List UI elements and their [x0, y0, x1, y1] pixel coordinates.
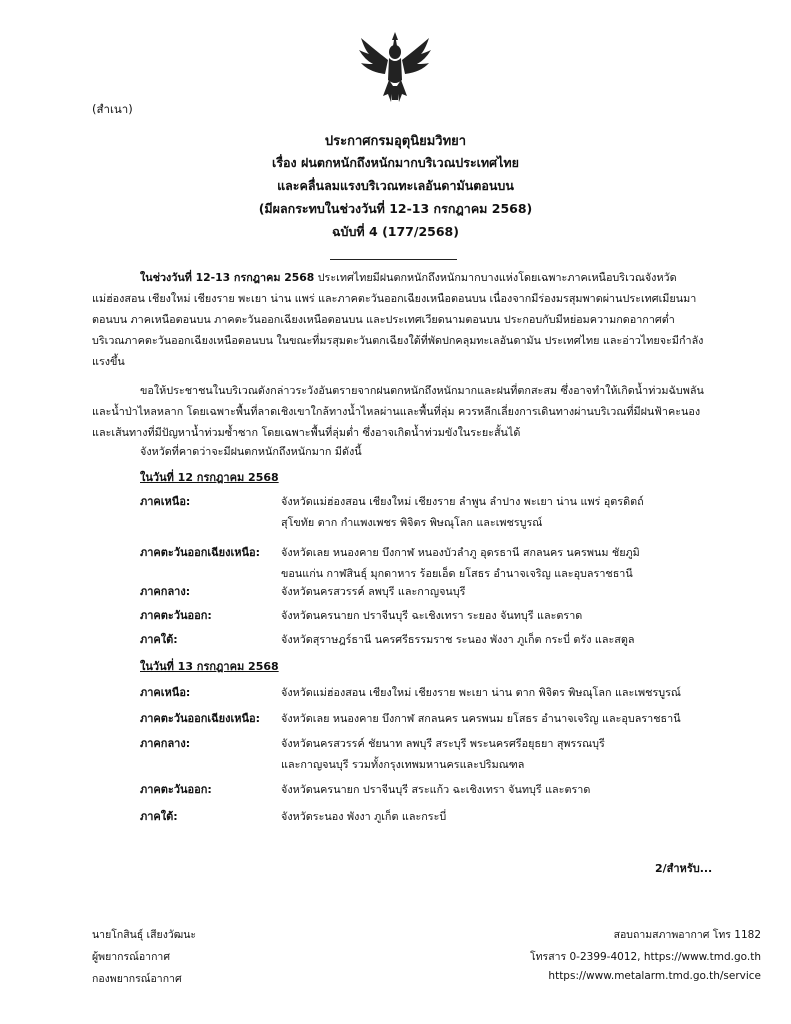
- period-highlight: ในช่วงวันที่ 12-13 กรกฎาคม 2568: [140, 271, 315, 284]
- region-label: ภาคตะวันออกเฉียงเหนือ:: [140, 546, 261, 559]
- issue-number: ฉบับที่ 4 (177/2568): [332, 224, 459, 239]
- document-title: ประกาศกรมอุตุนิยมวิทยา: [324, 134, 467, 149]
- province-list: จังหวัดเลย หนองคาย บึงกาฬ หนองบัวลำภู อุดรธานี สกลนคร นครพนม ชัยภูมิ ขอนแก่น กาฬสินธุ์ มุกดาหาร ร้อยเอ็ด ยโสธร อำนาจเจริญ และอุบลราชธานี: [281, 546, 640, 580]
- service-link[interactable]: https://www.metalarm.tmd.go.th/service: [548, 970, 761, 982]
- region-label: ภาคเหนือ:: [140, 686, 191, 699]
- subject-line-1: เรื่อง ฝนตกหนักถึงหนักมากบริเวณประเทศไทย: [272, 155, 519, 170]
- province-list: จังหวัดนครนายก ปราจีนบุรี สระแก้ว ฉะเชิงเทรา จันทบุรี และตราด: [281, 783, 591, 796]
- province-list: จังหวัดแม่ฮ่องสอน เชียงใหม่ เชียงราย ลำพูน ลำปาง พะเยา น่าน แพร่ อุตรดิตถ์ สุโขทัย ตาก กำแพงเพชร พิจิตร พิษณุโลก และเพชรบูรณ์: [281, 495, 644, 529]
- title-divider: [330, 259, 457, 260]
- region-label: ภาคตะวันออก:: [140, 783, 212, 796]
- garuda-emblem: [355, 30, 435, 105]
- paragraph-line: แม่ฮ่องสอน เชียงใหม่ เชียงราย พะเยา น่าน แพร่ และภาคตะวันออกเฉียงเหนือตอนบน เนื่องจากมีร่องมรสุมพาดผ่านประเทศเมียนมา: [92, 292, 697, 305]
- paragraph-intro: [92, 441, 720, 462]
- region-label: ภาคเหนือ:: [140, 495, 191, 508]
- paragraph-line: และน้ำป่าไหลหลาก โดยเฉพาะพื้นที่ลาดเชิงเขาใกล้ทางน้ำไหลผ่านและพื้นที่ลุ่ม ควรหลีกเลี่ยงการเดินทางผ่านบริเวณที่มีฝนฟ้าคะนอง: [92, 405, 701, 418]
- province-list: จังหวัดนครนายก ปราจีนบุรี ฉะเชิงเทรา ระยอง จันทบุรี และตราด: [281, 609, 583, 622]
- forecaster-position: ผู้พยากรณ์อากาศ: [92, 951, 170, 963]
- region-label: ภาคกลาง:: [140, 585, 191, 598]
- day-heading-13: ในวันที่ 13 กรกฎาคม 2568: [140, 660, 279, 673]
- forecaster-name: นายโกสินธุ์ เสียงวัฒนะ: [92, 929, 197, 941]
- region-label: ภาคใต้:: [140, 633, 178, 646]
- region-label: ภาคกลาง:: [140, 737, 191, 750]
- copy-mark: (สำเนา): [92, 102, 133, 116]
- province-list: จังหวัดแม่ฮ่องสอน เชียงใหม่ เชียงราย พะเยา น่าน ตาก พิจิตร พิษณุโลก และเพชรบูรณ์: [281, 686, 681, 699]
- paragraph-line: แรงขึ้น: [92, 355, 125, 368]
- province-list: จังหวัดนครสวรรค์ ชัยนาท ลพบุรี สระบุรี พระนครศรีอยุธยา สุพรรณบุรี และกาญจนบุรี รวมทั้งกรุงเทพมหานครและปริมณฑล: [281, 737, 605, 771]
- paragraph-line: จังหวัดที่คาดว่าจะมีฝนตกหนักถึงหนักมาก มีดังนี้: [140, 445, 362, 458]
- paragraph-line: ในช่วงวันที่ 12-13 กรกฎาคม 2568 ประเทศไทยมีฝนตกหนักถึงหนักมากบางแห่งโดยเฉพาะภาคเหนือบริเวณจังหวัด: [140, 271, 677, 284]
- paragraph-line: บริเวณภาคตะวันออกเฉียงเหนือตอนบน ในขณะที่มรสุมตะวันตกเฉียงใต้ที่พัดปกคลุมทะเลอันดามัน ประเทศไทย และอ่าวไทยจะมีกำลัง: [92, 334, 704, 347]
- province-list: จังหวัดสุราษฎร์ธานี นครศรีธรรมราช ระนอง พังงา ภูเก็ต กระบี่ ตรัง และสตูล: [281, 633, 635, 646]
- region-label: ภาคตะวันออก:: [140, 609, 212, 622]
- paragraph-line: ขอให้ประชาชนในบริเวณดังกล่าวระวังอันตรายจากฝนตกหนักถึงหนักมากและฝนที่ตกสะสม ซึ่งอาจทำให้เกิดน้ำท่วมฉับพลัน: [140, 384, 704, 397]
- contact-fax-website[interactable]: โทรสาร 0-2399-4012, https://www.tmd.go.th: [530, 951, 761, 963]
- region-label: ภาคตะวันออกเฉียงเหนือ:: [140, 712, 261, 725]
- paragraph-line: ตอนบน ภาคเหนือตอนบน ภาคตะวันออกเฉียงเหนือตอนบน และประเทศเวียดนามตอนบน ประกอบกับมีหย่อมความกดอากาศต่ำ: [92, 313, 675, 326]
- paragraph-warning: [92, 380, 720, 443]
- contact-phone: สอบถามสภาพอากาศ โทร 1182: [613, 929, 761, 941]
- paragraph-line: และเส้นทางที่มีปัญหาน้ำท่วมซ้ำซาก โดยเฉพาะพื้นที่ลุ่มต่ำ ซึ่งอาจเกิดน้ำท่วมขังในระยะสั้นได้: [92, 426, 521, 439]
- continued-marker: 2/สำหรับ...: [655, 862, 713, 875]
- region-label: ภาคใต้:: [140, 810, 178, 823]
- province-list: จังหวัดเลย หนองคาย บึงกาฬ สกลนคร นครพนม ยโสธร อำนาจเจริญ และอุบลราชธานี: [281, 712, 681, 725]
- forecaster-division: กองพยากรณ์อากาศ: [92, 973, 182, 985]
- paragraph-situation: [92, 267, 720, 372]
- subject-line-2: และคลื่นลมแรงบริเวณทะเลอันดามันตอนบน: [277, 178, 514, 193]
- province-list: จังหวัดระนอง พังงา ภูเก็ต และกระบี่: [281, 810, 447, 823]
- day-heading-12: ในวันที่ 12 กรกฎาคม 2568: [140, 471, 279, 484]
- effect-period: (มีผลกระทบในช่วงวันที่ 12-13 กรกฎาคม 2568): [258, 201, 533, 216]
- province-list: จังหวัดนครสวรรค์ ลพบุรี และกาญจนบุรี: [281, 585, 466, 598]
